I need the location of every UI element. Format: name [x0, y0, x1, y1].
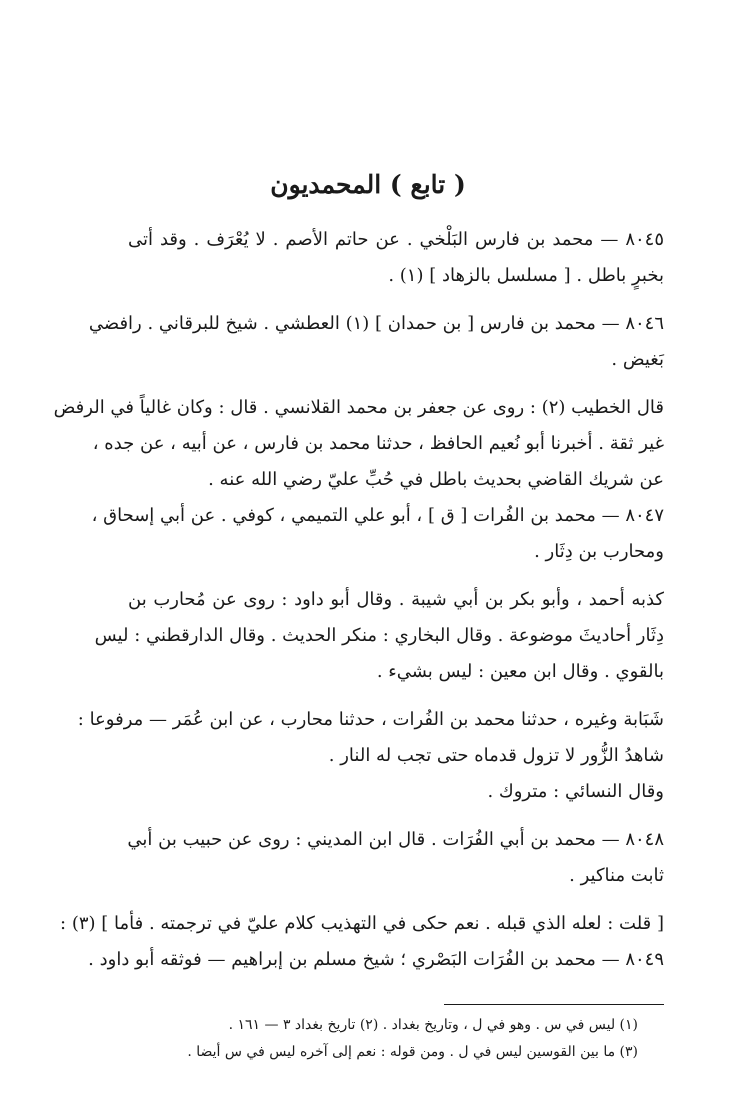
entry-8047: [91, 498, 664, 570]
nasai-line-1: وقال النسائي : متروك .: [487, 781, 664, 802]
entry-8045: [128, 222, 664, 294]
entry-8049: [88, 942, 664, 978]
qultu-line-1: [ قلت : لعله الذي قبله . نعم حكى في التهذيب كلام عليّ في ترجمته . فأما ] (٣) :: [60, 913, 664, 934]
khatib-line-3: عن شريك القاضي بحديث باطل في حُبِّ عليّ رضي الله عنه .: [208, 469, 664, 490]
page-body: [53, 222, 664, 978]
entry-8048: [128, 822, 664, 894]
entry-8046-line-2: بَغيض .: [611, 349, 664, 370]
footnote-divider: [444, 1004, 664, 1005]
shababa-line-1: شَبَابة وغيره ، حدثنا محمد بن الفُرات ، حدثنا محارب ، عن ابن عُمَر — مرفوعا :: [77, 709, 664, 730]
entry-8045-line-2: بخبرٍ باطل . [ مسلسل بالزهاد ] (١) .: [388, 265, 664, 286]
shababa-line-2: شاهدُ الزُّور لا تزول قدماه حتى تجب له النار .: [328, 745, 664, 766]
kadhabahu-line-2: دِثَار أحاديثَ موضوعة . وقال البخاري : منكر الحديث . وقال الدارقطني : ليس: [94, 625, 664, 646]
entry-8048-line-2: ثابت مناكير .: [569, 865, 664, 886]
footnote-3: (٣) ما بين القوسين ليس في ل . ومن قوله : نعم إلى آخره ليس في س أيضا .: [187, 1044, 638, 1060]
nasai-paragraph: [128, 774, 664, 810]
entry-8046-line-1: ٨٠٤٦ — محمد بن فارس [ بن حمدان ] (١) العطشي . شيخ للبرقاني . رافضي: [88, 313, 664, 334]
shababa-paragraph: [77, 702, 664, 774]
khatib-line-2: غير ثقة . أخبرنا أبو نُعيم الحافظ ، حدثنا محمد بن فارس ، عن أبيه ، عن جده ،: [92, 433, 664, 454]
section-heading: ( تابع ) المحمديون: [270, 170, 466, 199]
kadhabahu-paragraph: [94, 582, 664, 690]
qultu-paragraph: [60, 906, 664, 942]
entry-8045-line-1: ٨٠٤٥ — محمد بن فارس البَلْخي . عن حاتم الأصم . لا يُعْرَف . وقد أتى: [128, 229, 664, 250]
entry-8049-line-1: ٨٠٤٩ — محمد بن الفُرَات البَصْري ؛ شيخ مسلم بن إبراهيم — فوثقه أبو داود .: [88, 949, 664, 970]
kadhabahu-line-1: كذبه أحمد ، وأبو بكر بن أبي شيبة . وقال أبو داود : روى عن مُحارب بن: [128, 589, 664, 610]
entry-8048-line-1: ٨٠٤٨ — محمد بن أبي الفُرَات . قال ابن المديني : روى عن حبيب بن أبي: [127, 829, 664, 850]
khatib-line-1: قال الخطيب (٢) : روى عن جعفر بن محمد القلانسي . قال : وكان غالياً في الرفض: [53, 397, 664, 418]
footnotes: [128, 1012, 638, 1066]
kadhabahu-line-3: بالقوي . وقال ابن معين : ليس بشيء .: [376, 661, 664, 682]
footnote-1-2: (١) ليس في س . وهو في ل ، وتاريخ بغداد . (٢) تاريخ بغداد ٣ — ١٦١ .: [228, 1017, 638, 1033]
entry-8046: [88, 306, 664, 378]
entry-8047-line-1: ٨٠٤٧ — محمد بن الفُرات [ ق ] ، أبو علي التميمي ، كوفي . عن أبي إسحاق ،: [91, 505, 664, 526]
entry-8047-line-2: ومحارب بن دِثَار .: [534, 541, 664, 562]
khatib-paragraph: [53, 390, 664, 498]
